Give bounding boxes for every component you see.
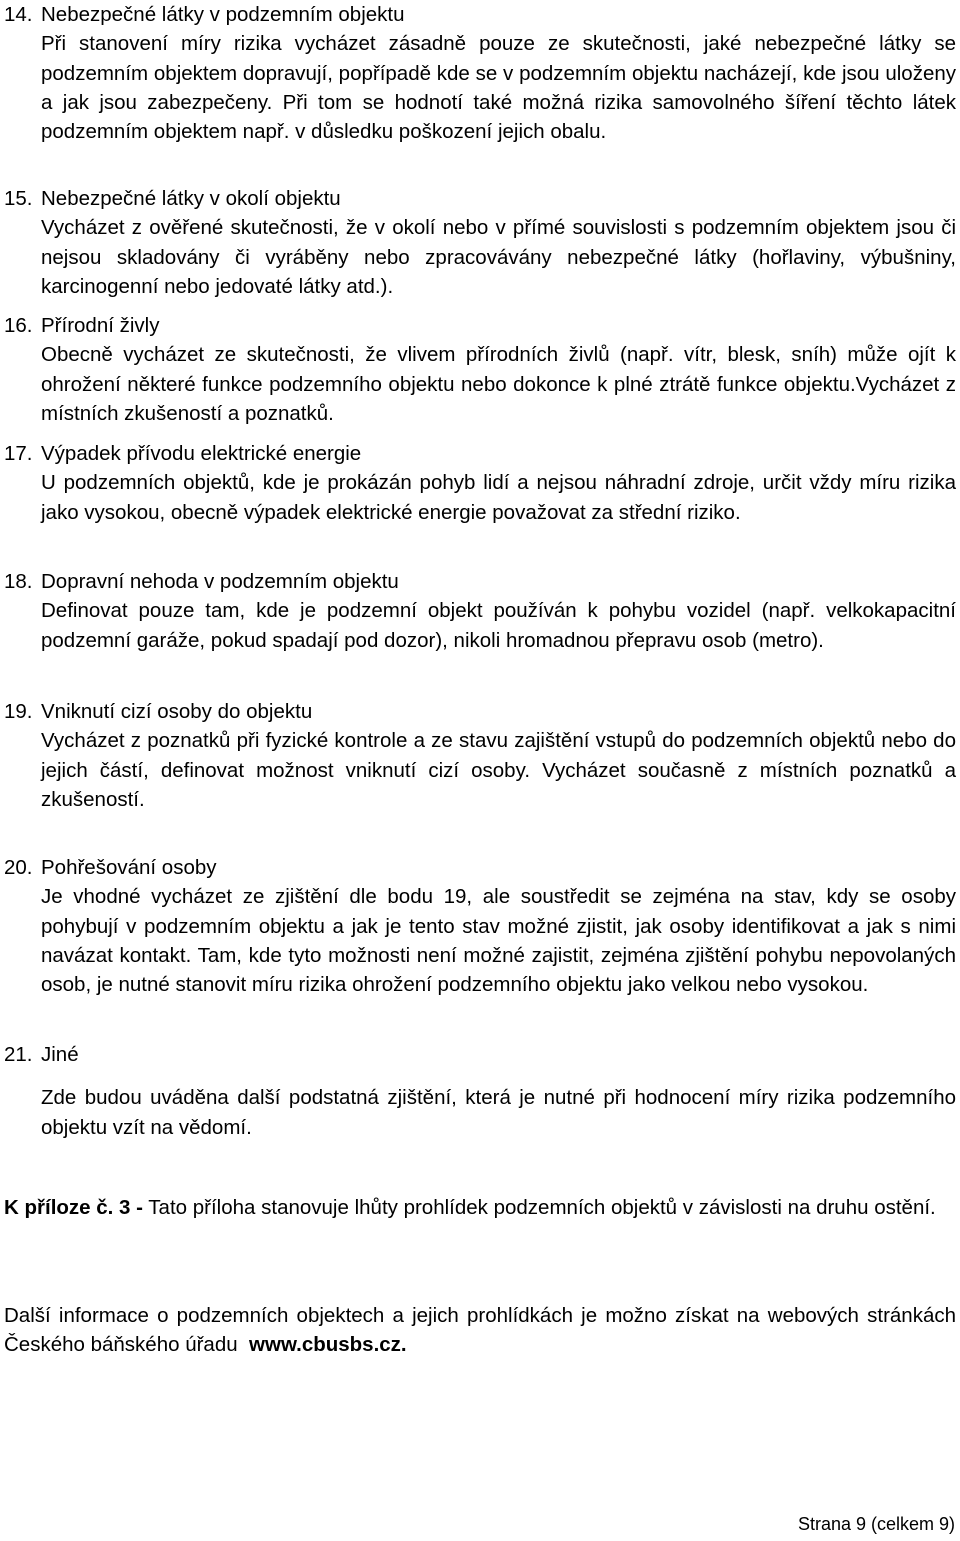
section-body: Zde budou uváděna další podstatná zjištění, která je nutné při hodnocení míry rizika podzemního objektu vzít na vědomí. — [41, 1086, 956, 1139]
website-link[interactable]: www.cbusbs.cz. — [249, 1333, 407, 1357]
section-title: Nebezpečné látky v okolí objektu — [41, 187, 341, 210]
section-number: 17. — [4, 442, 33, 465]
section-body: U podzemních objektů, kde je prokázán pohyb lidí a nejsou náhradní zdroje, určit vždy míru rizika jako vysokou, obecně výpadek elektrické energie považovat za střední riziko. — [41, 471, 956, 524]
section-title: Přírodní živly — [41, 314, 160, 337]
section-number: 20. — [4, 856, 33, 879]
section-number: 18. — [4, 570, 33, 593]
section-body: Při stanovení míry rizika vycházet zásadně pouze ze skutečnosti, jaké nebezpečné látky se podzemním objektem dopravují, popřípadě kde se v podzemním objektu nacházejí, kde jsou uloženy a jak jsou zabezpečeny. Při tom se hodnotí také možná rizika samovolného šíření těchto látek podzemním objektem např. v důsledku poškození jejich obalu. — [41, 32, 956, 144]
section-title: Vniknutí cizí osoby do objektu — [41, 700, 313, 723]
section-16 — [4, 311, 956, 428]
section-number: 19. — [4, 700, 33, 723]
section-body: Obecně vycházet ze skutečnosti, že vlivem přírodních živlů (např. vítr, blesk, sníh) může ojít k ohrožení některé funkce podzemního objektu nebo dokonce k plné ztrátě funkce objektu.Vycházet z místních zkušeností a poznatků. — [41, 343, 956, 425]
section-20 — [4, 853, 956, 999]
section-number: 21. — [4, 1043, 33, 1066]
section-21 — [4, 1040, 956, 1142]
section-body: Vycházet z poznatků při fyzické kontrole a ze stavu zajištění vstupů do podzemních objektů nebo do jejich částí, definovat možnost vniknutí cizí osoby. Vycházet současně z místních poznatků a zkušeností. — [41, 729, 956, 811]
section-number: 14. — [4, 3, 33, 26]
section-title: Pohřešování osoby — [41, 856, 217, 879]
section-19 — [4, 697, 956, 814]
annex-label: K příloze č. 3 - — [4, 1196, 143, 1219]
section-body: Je vhodné vycházet ze zjištění dle bodu 19, ale soustředit se zejména na stav, kdy se osoby pohybují v podzemním objektu a jak je tento stav možné zjistit, jak osoby identifikovat a jak s nimi navázat kontakt. Tam, kde tyto možnosti není možné zajistit, zejména zjištění pohybu nepovolaných osob, je nutné stanovit míru rizika ohrožení podzemního objektu jako velkou nebo vysokou. — [41, 885, 956, 997]
info-note — [4, 1301, 956, 1360]
section-18 — [4, 567, 956, 655]
section-title: Výpadek přívodu elektrické energie — [41, 442, 362, 465]
section-body: Vycházet z ověřené skutečnosti, že v okolí nebo v přímé souvislosti s podzemním objektem jsou či nejsou skladovány či vyráběny nebo zpracovávány nebezpečné látky (hořlaviny, výbušniny, karcinogenní nebo jedovaté látky atd.). — [41, 216, 956, 298]
section-14 — [4, 0, 956, 146]
section-title: Nebezpečné látky v podzemním objektu — [41, 3, 405, 26]
info-text: Další informace o podzemních objektech a jejich prohlídkách je možno získat na webových stránkách Českého báňského úřadu — [4, 1304, 956, 1357]
section-body: Definovat pouze tam, kde je podzemní objekt používán k pohybu vozidel (např. velkokapacitní podzemní garáže, pokud spadají pod dozor), nikoli hromadnou přepravu osob (metro). — [41, 599, 956, 652]
section-title: Jiné — [41, 1043, 79, 1066]
page-footer: Strana 9 (celkem 9) — [797, 1514, 955, 1534]
section-15 — [4, 184, 956, 301]
section-number: 16. — [4, 314, 33, 337]
section-17 — [4, 439, 956, 527]
section-number: 15. — [4, 187, 33, 210]
section-title: Dopravní nehoda v podzemním objektu — [41, 570, 399, 593]
annex-note — [4, 1193, 956, 1222]
annex-text: Tato příloha stanovuje lhůty prohlídek podzemních objektů v závislosti na druhu ostění. — [142, 1196, 936, 1219]
